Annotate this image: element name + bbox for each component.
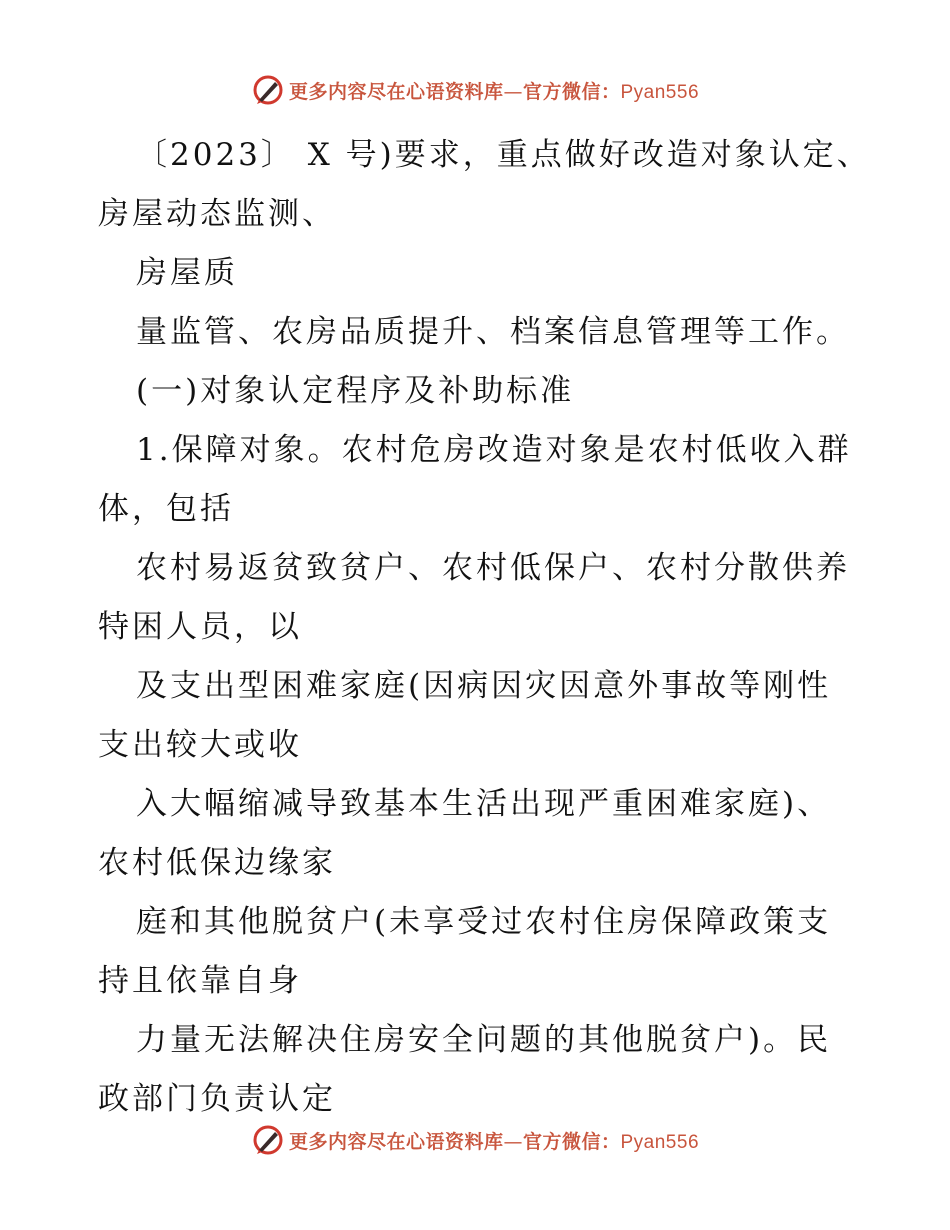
document-body xyxy=(98,126,871,1129)
banner-wechat-label: 官方微信： xyxy=(522,80,621,103)
doc-line-10: 及支出型困难家庭(因病因灾因意外事故等刚性 xyxy=(136,668,832,704)
pen-logo-icon xyxy=(251,1123,285,1157)
doc-line-2: 房屋动态监测、 xyxy=(98,196,336,232)
footer-banner xyxy=(0,1120,950,1160)
doc-line-7: 体，包括 xyxy=(98,491,234,527)
banner-text xyxy=(289,77,699,104)
doc-line-12: 入大幅缩减导致基本生活出现严重困难家庭)、 xyxy=(136,786,832,822)
doc-line-6: 1.保障对象。农村危房改造对象是农村低收入群 xyxy=(136,432,852,468)
doc-line-1: 〔2023〕 X 号)要求，重点做好改造对象认定、 xyxy=(136,137,871,173)
banner-main-text: 更多内容尽在心语资料库 xyxy=(288,80,504,103)
doc-line-11: 支出较大或收 xyxy=(98,727,302,763)
pen-logo-icon xyxy=(251,73,285,107)
header-banner xyxy=(0,70,950,110)
banner-wechat-id: Pyan556 xyxy=(620,81,700,103)
banner-wechat-label: 官方微信： xyxy=(522,1130,621,1153)
doc-line-8: 农村易返贫致贫户、农村低保户、农村分散供养 xyxy=(136,550,850,586)
doc-line-9: 特困人员，以 xyxy=(98,609,302,645)
doc-line-17: 政部门负责认定 xyxy=(98,1081,336,1117)
doc-line-16: 力量无法解决住房安全问题的其他脱贫户)。民 xyxy=(136,1022,832,1058)
banner-main-text: 更多内容尽在心语资料库 xyxy=(288,1130,504,1153)
doc-line-14: 庭和其他脱贫户(未享受过农村住房保障政策支 xyxy=(136,904,832,940)
doc-line-4: 量监管、农房品质提升、档案信息管理等工作。 xyxy=(136,314,850,350)
doc-line-3: 房屋质 xyxy=(136,255,238,291)
banner-dash: — xyxy=(503,1130,523,1153)
doc-line-15: 持且依靠自身 xyxy=(98,963,302,999)
doc-line-13: 农村低保边缘家 xyxy=(98,845,336,881)
banner-text xyxy=(289,1127,699,1154)
doc-section-heading: (一)对象认定程序及补助标准 xyxy=(136,373,575,409)
banner-dash: — xyxy=(503,80,523,103)
banner-wechat-id: Pyan556 xyxy=(620,1131,700,1153)
